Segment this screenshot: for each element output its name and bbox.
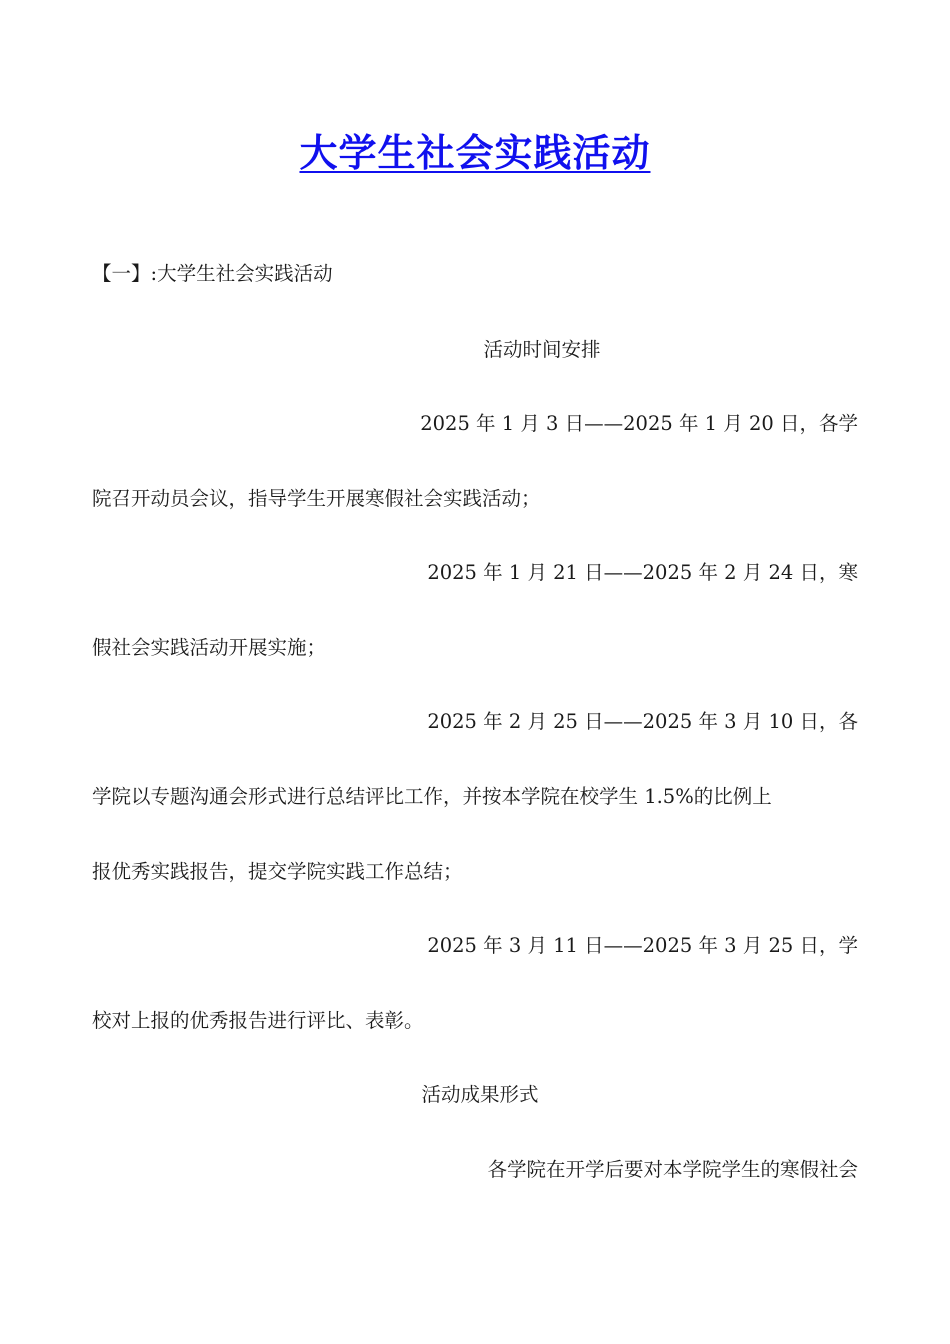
- results-line-1: 各学院在开学后要对本学院学生的寒假社会: [487, 1158, 858, 1181]
- schedule-line-4: 假社会实践活动开展实施；: [92, 636, 327, 659]
- schedule-heading: 活动时间安排: [483, 338, 601, 361]
- schedule-line-1: 2025 年 1 月 3 日——2025 年 1 月 20 日，各学: [420, 412, 858, 435]
- schedule-line-7: 报优秀实践报告，提交学院实践工作总结；: [92, 860, 463, 883]
- schedule-line-5: 2025 年 2 月 25 日——2025 年 3 月 10 日，各: [427, 710, 858, 733]
- schedule-line-9: 校对上报的优秀报告进行评比、表彰。: [92, 1009, 424, 1032]
- schedule-line-6: 学院以专题沟通会形式进行总结评比工作，并按本学院在校学生 1.5%的比例上: [92, 785, 772, 808]
- results-heading: 活动成果形式: [421, 1083, 539, 1106]
- section-heading: 【一】:大学生社会实践活动: [92, 262, 333, 285]
- document-title[interactable]: 大学生社会实践活动: [299, 131, 651, 175]
- schedule-line-3: 2025 年 1 月 21 日——2025 年 2 月 24 日，寒: [427, 561, 858, 584]
- schedule-line-2: 院召开动员会议，指导学生开展寒假社会实践活动；: [92, 487, 541, 510]
- schedule-line-8: 2025 年 3 月 11 日——2025 年 3 月 25 日，学: [427, 934, 858, 957]
